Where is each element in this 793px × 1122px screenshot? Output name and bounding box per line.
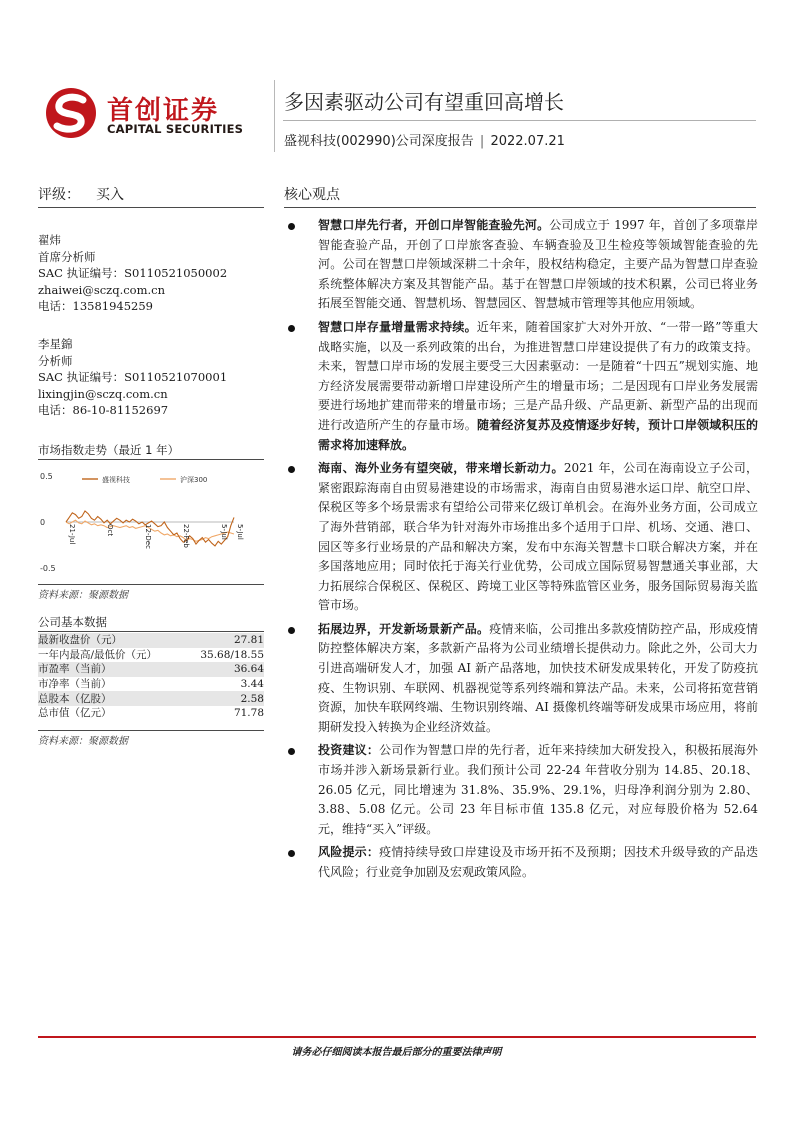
- basic-data-rule: [38, 631, 264, 632]
- row-label: 最新收盘价（元）: [38, 633, 185, 648]
- core-view-body: 公司成立于 1997 年，首创了多项靠岸智能查验产品，开创了口岸旅客查验、车辆查验及卫生检疫等领域智能查验的先河。公司在智慧口岸领域深耕二十余年，股权结构稳定，主要产品为智慧口岸查验系统整体解决方案及其智能产品。基于在智慧口岸领域的技术积累，公司已将业务拓展至智能交通、智慧机场、智慧园区、智慧城市管理等其他应用领域。: [318, 218, 758, 311]
- core-view-item: [284, 620, 758, 738]
- core-view-item: [284, 459, 758, 616]
- company-logo: [43, 86, 273, 140]
- rating: [38, 184, 124, 204]
- basic-data-bottom-rule: [38, 730, 264, 731]
- row-value: 36.64: [185, 662, 264, 677]
- analyst-card: [38, 336, 268, 419]
- bullet-dot-icon: [288, 466, 295, 473]
- legend-label: 沪深300: [180, 476, 208, 484]
- table-row: [38, 677, 264, 692]
- analyst-name: 翟炜: [38, 233, 61, 247]
- y-tick-label: -0.5: [40, 564, 56, 573]
- row-label: 一年内最高/最低价（元）: [38, 648, 158, 661]
- row-value: 2.58: [185, 691, 264, 706]
- row-value: 71.78: [233, 707, 264, 720]
- row-value: 35.68/18.55: [200, 648, 264, 661]
- core-view-item: [284, 216, 758, 314]
- x-tick-label: Oct: [106, 524, 115, 537]
- market-index-chart: [38, 462, 264, 586]
- report-title: 多因素驱动公司有望重回高增长: [284, 90, 564, 114]
- basic-data-source: 资料来源：聚源数据: [38, 736, 128, 747]
- core-views-title: 核心观点: [284, 187, 340, 203]
- logo-english-name: CAPITAL SECURITIES: [107, 122, 244, 136]
- logo-chinese-name: 首创证券: [107, 96, 220, 126]
- bullet-dot-icon: [288, 627, 295, 634]
- x-tick-label: 21-Jul: [68, 524, 76, 545]
- report-date: 2022.07.21: [490, 134, 565, 149]
- core-view-body: 疫情来临，公司推出多款疫情防控产品，形成疫情防控整体解决方案，多款新产品将为公司业绩增长提供动力。除此之外，公司大力引进高端研发人才，加强 AI 新产品落地，加快技术研发成果转化，开发了防疫抗疫、生物识别、车联网、机器视觉等系列终端和算法产品。未来，公司将拓宽营销资源，加快车联网终端、生物识别终端、AI 摄像机终端等研发成果市场应用，将前期研发投入转换为企业经济效益。: [318, 621, 758, 734]
- row-label: 市盈率（当前）: [38, 662, 185, 677]
- analyst-phone: 电话：13581945259: [38, 299, 153, 314]
- core-views-rule: [284, 207, 756, 208]
- x-tick-label: 12-Dec: [144, 524, 153, 549]
- core-view-lead: 海南、海外业务有望突破，带来增长新动力。: [318, 461, 564, 476]
- basic-data-table: [38, 633, 264, 721]
- core-view-item: [284, 741, 758, 839]
- bullet-dot-icon: [288, 850, 295, 857]
- core-views-list: [284, 216, 758, 887]
- rating-rule: [38, 207, 264, 208]
- core-view-lead: 拓展边界，开发新场景新产品。: [318, 621, 490, 636]
- core-view-emphasis: 随着经济复苏及疫情逐步好转，预计口岸领域积压的需求将加速释放。: [318, 417, 758, 452]
- footer-disclaimer: 请务必仔细阅读本报告最后部分的重要法律声明: [291, 1047, 502, 1058]
- y-tick-label: 0: [40, 518, 46, 527]
- report-subtitle: [284, 130, 565, 149]
- analyst-cert: SAC 执证编号：S0110521050002: [38, 266, 228, 281]
- report-company: 盛视科技(002990)公司深度报告: [284, 134, 474, 149]
- row-label: 市净率（当前）: [38, 678, 112, 691]
- basic-data-title: 公司基本数据: [38, 615, 107, 629]
- header-rule: [283, 120, 756, 121]
- core-view-item: [284, 843, 758, 882]
- table-row: [38, 662, 264, 677]
- analyst-role: 首席分析师: [38, 249, 96, 264]
- core-view-body: 疫情持续导致口岸建设及市场开拓不及预期；因技术升级导致的产品迭代风险；行业竞争加剧及宏观政策风险。: [318, 845, 758, 879]
- rating-value: 买入: [96, 187, 124, 203]
- analyst-email: lixingjin@sczq.com.cn: [38, 386, 168, 401]
- analyst-email: zhaiwei@sczq.com.cn: [38, 282, 166, 297]
- market-chart-rule: [38, 459, 264, 460]
- market-chart-title: 市场指数走势（最近 1 年）: [38, 443, 180, 457]
- core-view-lead: 智慧口岸存量增量需求持续。: [318, 319, 477, 334]
- bullet-dot-icon: [288, 325, 295, 332]
- analyst-role: 分析师: [38, 353, 73, 368]
- capital-securities-logo-icon: [43, 86, 99, 140]
- x-tick-label: 5-Jul: [236, 524, 244, 540]
- rating-label: 评级：: [38, 187, 80, 203]
- market-chart-bottom-rule: [38, 584, 264, 585]
- row-label: 总股本（亿股）: [38, 691, 185, 706]
- legend-label: 盛视科技: [102, 476, 130, 484]
- core-view-body: 公司作为智慧口岸的先行者，近年来持续加大研发投入，积极拓展海外市场并涉入新场景新行业。我们预计公司 22-24 年营收分别为 14.85、20.18、26.05 亿元，同比增速为 31.8%、35.9%、29.1%，归母净利润分别为 2.80、3.88、5.08 亿元。公司 23 年目标市值 135.8 亿元，对应每股价格为 52.64 元，维持“买入”评级。: [318, 743, 758, 836]
- table-row: [38, 648, 264, 663]
- core-view-lead: 投资建议：: [318, 743, 380, 758]
- table-row: [38, 706, 264, 721]
- core-view-lead: 智慧口岸先行者，开创口岸智能查验先河。: [318, 218, 550, 232]
- bullet-dot-icon: [288, 223, 295, 230]
- header-divider: [274, 80, 275, 152]
- table-row: [38, 691, 264, 706]
- analyst-phone: 电话：86-10-81152697: [38, 403, 169, 418]
- analyst-cert: SAC 执证编号：S0110521070001: [38, 370, 228, 385]
- bullet-dot-icon: [288, 748, 295, 755]
- footer-rule: [38, 1036, 756, 1038]
- row-value: 27.81: [185, 633, 264, 648]
- x-tick-label: 22-Feb: [182, 524, 191, 548]
- core-view-item: [284, 318, 758, 455]
- y-tick-label: 0.5: [40, 472, 53, 481]
- core-view-lead: 风险提示：: [318, 845, 380, 860]
- x-tick-label: 5-Jul: [220, 524, 229, 540]
- row-value: 3.44: [240, 678, 264, 691]
- market-chart-source: 资料来源：聚源数据: [38, 590, 128, 601]
- analyst-name: 李星錦: [38, 337, 73, 351]
- subtitle-separator: |: [479, 134, 485, 149]
- core-view-body: 2021 年，公司在海南设立子公司，紧密跟踪海南自由贸易港建设的市场需求，海南自由贸易港水运口岸、航空口岸、保税区等多个场景需求有望给公司带来亿级订单机会。在海外业务方面，公司成立了海外营销部，联合华为针对海外市场推出多个适用于口岸、机场、交通、港口、园区等多行业场景的产品和解决方案，发布中东海关智慧卡口联合解决方案，并在多国落地应用；同时依托于海关行业优势，公司成立国际贸易智慧通关事业部，大力拓展综合保税区、保税区、跨境工业区等特殊监管区业务，服务国际贸易海关监管市场。: [318, 461, 758, 613]
- analyst-card: [38, 232, 268, 315]
- row-label: 总市值（亿元）: [38, 707, 112, 720]
- table-row: [38, 633, 264, 648]
- core-view-body: 近年来，随着国家扩大对外开放、“一带一路”等重大战略实施，以及一系列政策的出台，为推进智慧口岸建设提供了有力的政策支持。未来，智慧口岸市场的发展主要受三大因素驱动：一是随着“十四五”规划实施、地方经济发展需要带动新增口岸建设所产生的增量市场；二是因现有口岸业务发展需要进行场地扩建而带来的增量市场；三是产品升级、产品更新、新型产品的出现而进行改造所产生的存量市场。: [318, 319, 758, 432]
